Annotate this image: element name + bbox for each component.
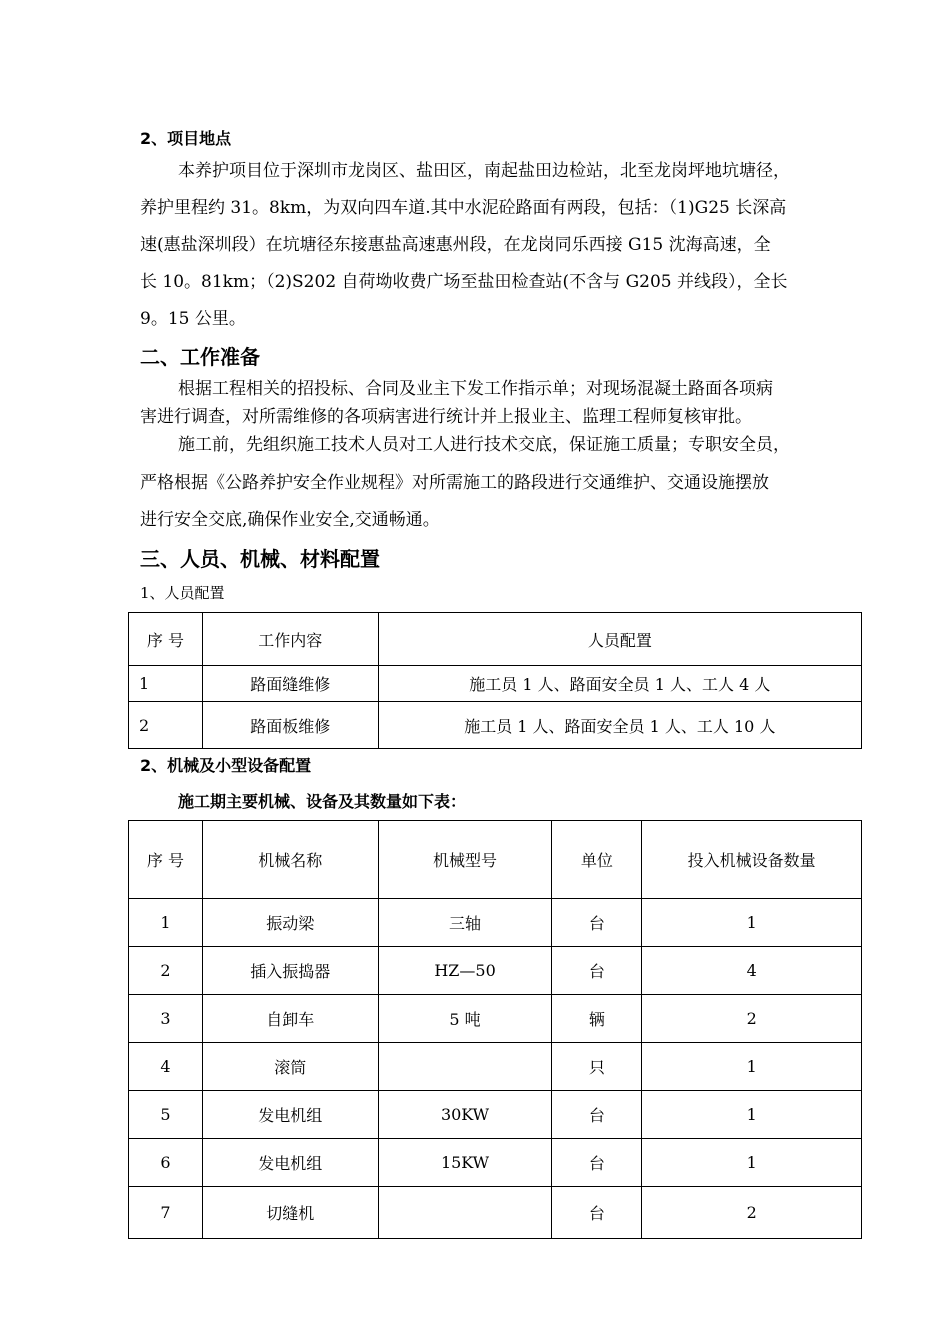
paragraph-line: 施工前，先组织施工技术人员对工人进行技术交底，保证施工质量；专职安全员， <box>178 435 790 455</box>
table-cell: 台 <box>552 1091 642 1139</box>
table-cell: 3 <box>129 995 203 1043</box>
table-row <box>129 666 862 702</box>
table-cell: 1 <box>642 1139 862 1187</box>
table-cell: 路面缝维修 <box>202 666 378 702</box>
table-cell: 15KW <box>378 1139 552 1187</box>
table-cell: 振动梁 <box>202 899 378 947</box>
table-cell: 1 <box>129 666 203 702</box>
table-cell: 1 <box>642 1091 862 1139</box>
paragraph-line: 本养护项目位于深圳市龙岗区、盐田区，南起盐田边检站，北至龙岗坪地坑塘径， <box>178 161 790 181</box>
table-cell: 滚筒 <box>202 1043 378 1091</box>
machinery-table <box>128 820 862 1239</box>
paragraph-line: 养护里程约 31。8km，为双向四车道.其中水泥砼路面有两段，包括：（1)G25 长深高 <box>140 198 787 218</box>
table-cell: 6 <box>129 1139 203 1187</box>
paragraph-line: 严格根据《公路养护安全作业规程》对所需施工的路段进行交通维护、交通设施摆放 <box>140 473 769 493</box>
table-cell: 施工员 1 人、路面安全员 1 人、工人 10 人 <box>378 702 861 749</box>
table-row <box>129 899 862 947</box>
header-cell: 人员配置 <box>378 613 861 666</box>
table-cell: 台 <box>552 947 642 995</box>
table-cell: 2 <box>642 995 862 1043</box>
section-heading-location: 2、项目地点 <box>140 129 232 148</box>
table-cell: 发电机组 <box>202 1139 378 1187</box>
paragraph-line: 9。15 公里。 <box>140 309 246 329</box>
paragraph-line: 根据工程相关的招投标、合同及业主下发工作指示单；对现场混凝土路面各项病 <box>178 379 773 399</box>
section-heading-preparation: 二、工作准备 <box>140 345 260 369</box>
table-cell: 只 <box>552 1043 642 1091</box>
table-cell: 施工员 1 人、路面安全员 1 人、工人 4 人 <box>378 666 861 702</box>
table-cell: 30KW <box>378 1091 552 1139</box>
table-cell: 台 <box>552 899 642 947</box>
table-cell: 2 <box>129 947 203 995</box>
table-cell: 自卸车 <box>202 995 378 1043</box>
header-cell: 序 号 <box>129 821 203 899</box>
subheading-machinery: 2、机械及小型设备配置 <box>140 756 312 775</box>
table-cell: 7 <box>129 1187 203 1239</box>
paragraph-line: 速(惠盐深圳段）在坑塘径东接惠盐高速惠州段，在龙岗同乐西接 G15 沈海高速，全 <box>140 235 771 255</box>
table-cell: 1 <box>642 1043 862 1091</box>
table-cell: 台 <box>552 1187 642 1239</box>
table-row <box>129 1043 862 1091</box>
table-cell: 1 <box>642 899 862 947</box>
header-cell: 单位 <box>552 821 642 899</box>
table-cell: 发电机组 <box>202 1091 378 1139</box>
header-cell: 序 号 <box>129 613 203 666</box>
header-cell: 投入机械设备数量 <box>642 821 862 899</box>
header-cell: 工作内容 <box>202 613 378 666</box>
table-row <box>129 1091 862 1139</box>
table-row <box>129 1139 862 1187</box>
personnel-table <box>128 612 862 749</box>
table-row <box>129 702 862 749</box>
table-row <box>129 995 862 1043</box>
table-cell: HZ—50 <box>378 947 552 995</box>
paragraph-line: 进行安全交底,确保作业安全,交通畅通。 <box>140 510 440 530</box>
paragraph-line: 害进行调查，对所需维修的各项病害进行统计并上报业主、监理工程师复核审批。 <box>140 407 752 427</box>
table-cell: 三轴 <box>378 899 552 947</box>
table-cell: 4 <box>642 947 862 995</box>
table-cell: 切缝机 <box>202 1187 378 1239</box>
table-cell: 5 吨 <box>378 995 552 1043</box>
table-cell: 2 <box>129 702 203 749</box>
table-row <box>129 1187 862 1239</box>
table-cell <box>378 1043 552 1091</box>
table-header-row <box>129 821 862 899</box>
table-row <box>129 947 862 995</box>
table-cell: 5 <box>129 1091 203 1139</box>
table-header-row <box>129 613 862 666</box>
paragraph-line: 长 10。81km；（2)S202 自荷坳收费广场至盐田检查站(不含与 G205 并线段），全长 <box>140 272 788 292</box>
table-cell: 1 <box>129 899 203 947</box>
table-cell <box>378 1187 552 1239</box>
subheading-personnel: 1、人员配置 <box>140 584 225 602</box>
machinery-intro: 施工期主要机械、设备及其数量如下表： <box>178 792 467 811</box>
header-cell: 机械名称 <box>202 821 378 899</box>
table-cell: 台 <box>552 1139 642 1187</box>
section-heading-configuration: 三、人员、机械、材料配置 <box>140 547 380 571</box>
table-cell: 2 <box>642 1187 862 1239</box>
header-cell: 机械型号 <box>378 821 552 899</box>
table-cell: 4 <box>129 1043 203 1091</box>
table-cell: 路面板维修 <box>202 702 378 749</box>
table-cell: 插入振捣器 <box>202 947 378 995</box>
table-cell: 辆 <box>552 995 642 1043</box>
